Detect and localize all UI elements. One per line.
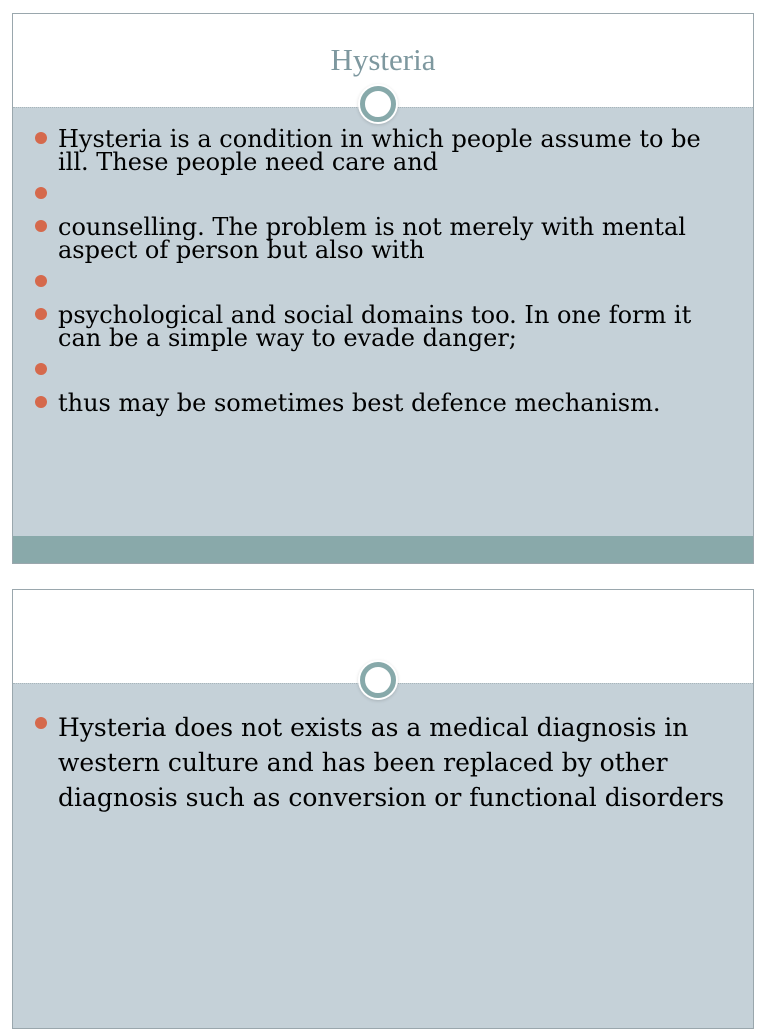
bullet-dot-icon [35,396,47,408]
bullet-item-empty [33,278,733,288]
bullet-dot-icon [35,220,47,232]
ring-ornament-icon [360,86,396,122]
bullet-item [33,125,733,176]
bullet-dot-icon [35,717,47,729]
slide-1 [12,13,754,564]
ring-ornament-icon [360,662,396,698]
bullet-dot-icon [35,363,47,375]
bullet-list [33,710,733,815]
slide-2 [12,589,754,1029]
slide-title: Hysteria [330,42,436,77]
bullet-text: Hysteria is a condition in which people assume to be ill. These people need care and [58,125,701,176]
bullet-item-empty [33,366,733,376]
bullet-text: psychological and social domains too. In one form it can be a simple way to evade danger; [58,301,692,352]
bullet-text: counselling. The problem is not merely with mental aspect of person but also with [58,213,686,264]
bullet-item [33,389,733,417]
slide-footer-band [13,536,753,563]
bullet-list [33,125,733,431]
bullet-item [33,710,733,815]
bullet-dot-icon [35,132,47,144]
bullet-text: Hysteria does not exists as a medical diagnosis in western culture and has been replaced by other diagnosis such as conversion or functional disorders [58,713,725,812]
bullet-item [33,213,733,264]
bullet-dot-icon [35,187,47,199]
bullet-dot-icon [35,275,47,287]
bullet-item [33,301,733,352]
bullet-text: thus may be sometimes best defence mechanism. [58,389,661,417]
bullet-item-empty [33,190,733,200]
bullet-dot-icon [35,308,47,320]
